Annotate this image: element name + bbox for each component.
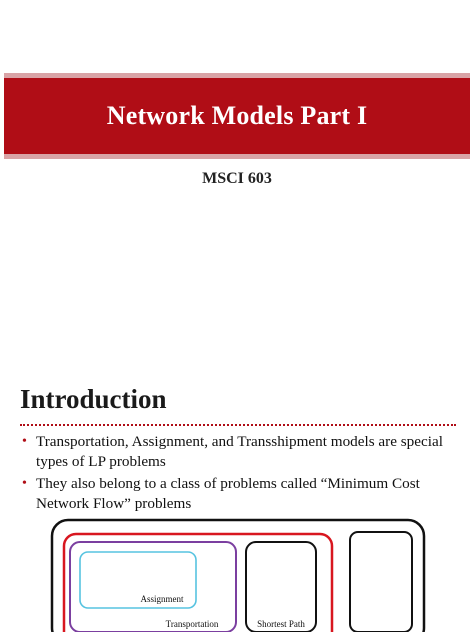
- title-band-bottom-stripe: [4, 154, 470, 159]
- right-black-box: [350, 532, 412, 632]
- bullet-item: [20, 474, 460, 514]
- bullet-text: Transportation, Assignment, and Transshipment models are special types of LP problems: [36, 433, 443, 470]
- title-slide: [0, 0, 474, 300]
- dotted-divider: [20, 424, 456, 426]
- red-box: [64, 534, 332, 632]
- bullet-item: [20, 432, 460, 472]
- assignment-label: Assignment: [140, 594, 184, 604]
- transportation-label: Transportation: [165, 619, 219, 629]
- network-models-diagram: [0, 518, 474, 632]
- bullet-text: They also belong to a class of problems called “Minimum Cost Network Flow” problems: [36, 475, 420, 512]
- bullet-dot-icon: •: [22, 434, 27, 449]
- shortest-path-label: Shortest Path: [257, 619, 305, 629]
- course-code: MSCI 603: [202, 170, 272, 187]
- introduction-slide: [0, 380, 474, 632]
- bullet-dot-icon: •: [22, 476, 27, 491]
- title-band: [4, 78, 470, 154]
- section-heading: Introduction: [20, 384, 167, 414]
- outer-black-box: [52, 520, 424, 632]
- bullet-list: [20, 432, 460, 516]
- deck-title: Network Models Part I: [106, 101, 368, 130]
